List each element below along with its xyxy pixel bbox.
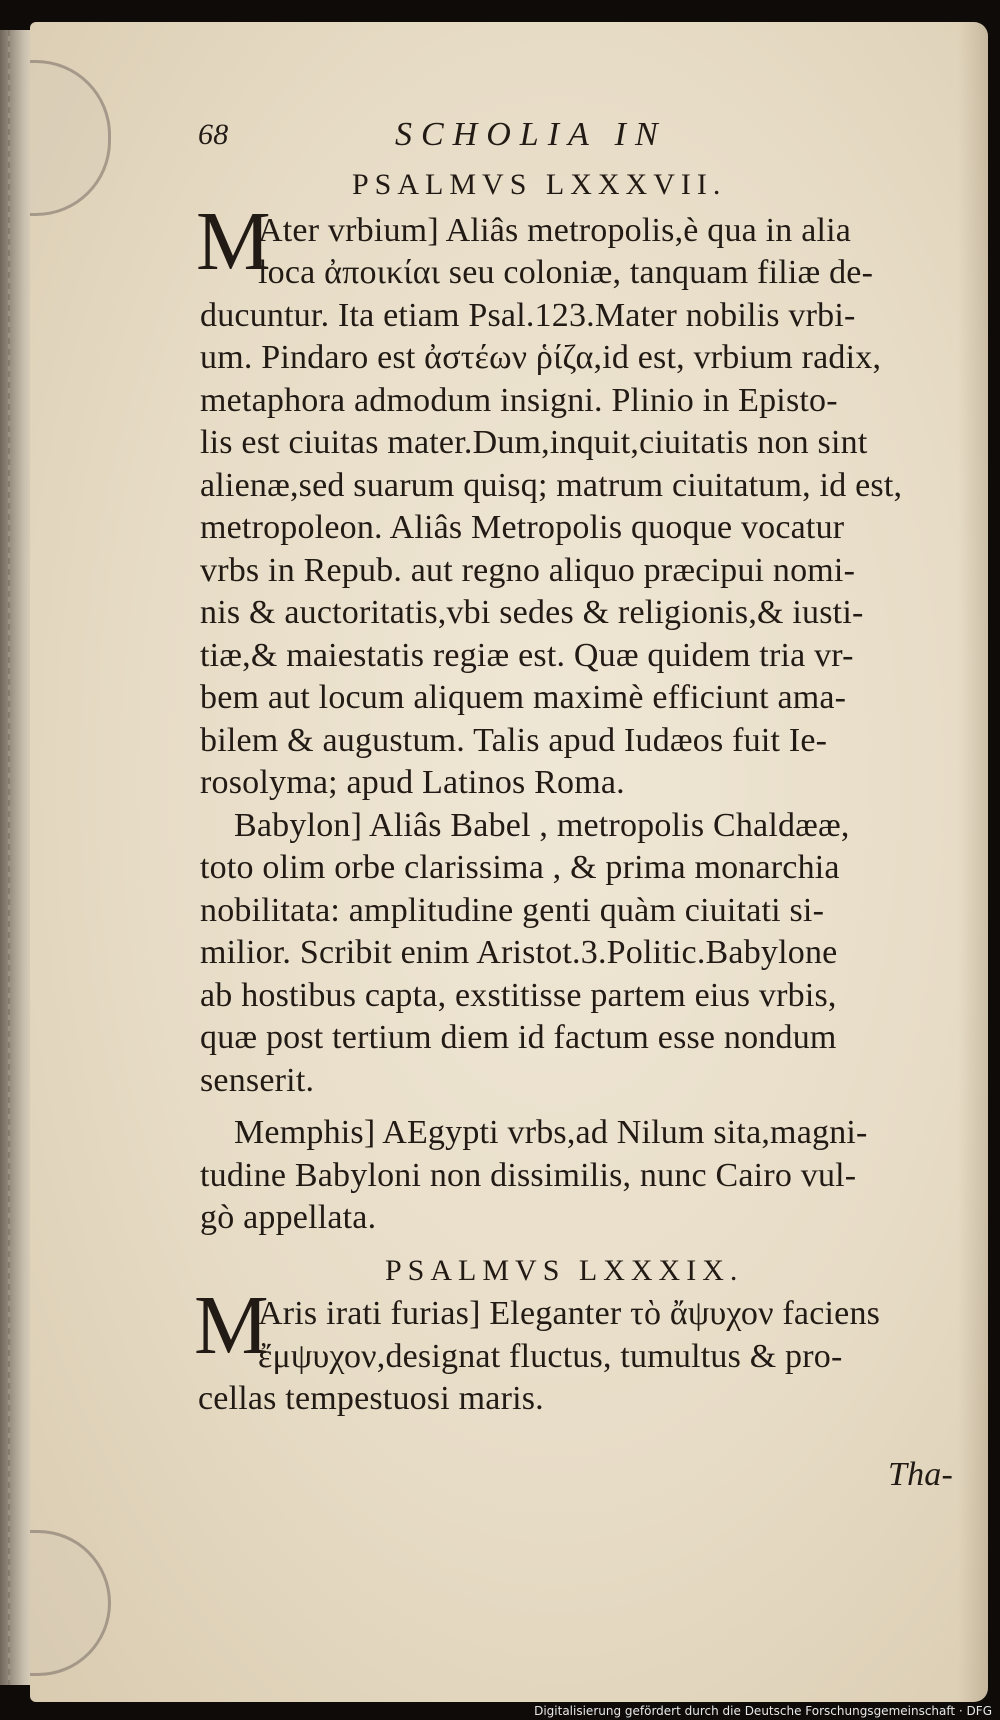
text-line: nis & auctoritatis,vbi sedes & religionis,& iusti- xyxy=(200,594,864,631)
text-line: rosolyma; apud Latinos Roma. xyxy=(200,764,625,801)
text-line: bilem & augustum. Talis apud Iudæos fuit Ie- xyxy=(200,722,828,759)
text-line: senserit. xyxy=(200,1062,315,1099)
text-line: ἔμψυχον,designat fluctus, tumultus & pro- xyxy=(258,1338,843,1375)
book-spine xyxy=(0,30,34,1685)
text-line: alienæ,sed suarum quisq; matrum ciuitatum, id est, xyxy=(200,467,903,504)
section-heading: PSALMVS LXXXIX. xyxy=(385,1254,744,1287)
text-line: toto olim orbe clarissima , & prima monarchia xyxy=(200,849,840,886)
text-line: vrbs in Repub. aut regno aliquo præcipui nomi- xyxy=(200,552,856,589)
text-line: loca ἀποικίαι seu coloniæ, tanquam filiæ de- xyxy=(258,254,874,291)
text-line: ab hostibus capta, exstitisse partem eius vrbis, xyxy=(200,977,837,1014)
text-line: ducuntur. Ita etiam Psal.123.Mater nobilis vrbi- xyxy=(200,297,856,334)
text-line: nobilitata: amplitudine genti quàm ciuitati si- xyxy=(200,892,825,929)
text-line: metropoleon. Aliâs Metropolis quoque vocatur xyxy=(200,509,845,546)
text-line: bem aut locum aliquem maximè efficiunt ama- xyxy=(200,679,847,716)
running-title: SCHOLIA IN xyxy=(395,116,667,153)
book-page xyxy=(30,22,988,1702)
text-line: quæ post tertium diem id factum esse nondum xyxy=(200,1019,837,1056)
text-line: tiæ,& maiestatis regiæ est. Quæ quidem tria vr- xyxy=(200,637,854,674)
text-line: lis est ciuitas mater.Dum,inquit,ciuitatis non sint xyxy=(200,424,868,461)
text-line: gò appellata. xyxy=(200,1199,377,1236)
text-line: milior. Scribit enim Aristot.3.Politic.Babylone xyxy=(200,934,838,971)
drop-capital: M xyxy=(196,195,271,288)
text-line: Ater vrbium] Aliâs metropolis,è qua in alia xyxy=(258,212,852,249)
page-edge-shadow xyxy=(958,22,988,1702)
text-line: Babylon] Aliâs Babel , metropolis Chaldææ, xyxy=(234,807,850,844)
text-line: um. Pindaro est ἀστέων ῥίζα,id est, vrbium radix, xyxy=(200,339,882,376)
text-line: metaphora admodum insigni. Plinio in Episto- xyxy=(200,382,838,419)
book-clamp-top xyxy=(30,60,111,216)
section-heading: PSALMVS LXXXVII. xyxy=(352,168,727,201)
catchword: Tha- xyxy=(888,1456,954,1493)
digitization-credit: Digitalisierung gefördert durch die Deutsche Forschungsgemeinschaft · DFG xyxy=(534,1704,992,1718)
drop-capital: M xyxy=(194,1279,269,1372)
text-line: tudine Babyloni non dissimilis, nunc Cairo vul- xyxy=(200,1157,857,1194)
text-line: Aris irati furias] Eleganter τὸ ἄψυχον faciens xyxy=(258,1295,881,1332)
book-clamp-bottom xyxy=(30,1530,111,1676)
page-number: 68 xyxy=(198,118,229,151)
text-line: Memphis] AEgypti vrbs,ad Nilum sita,magni- xyxy=(234,1114,868,1151)
text-line: cellas tempestuosi maris. xyxy=(198,1380,544,1417)
